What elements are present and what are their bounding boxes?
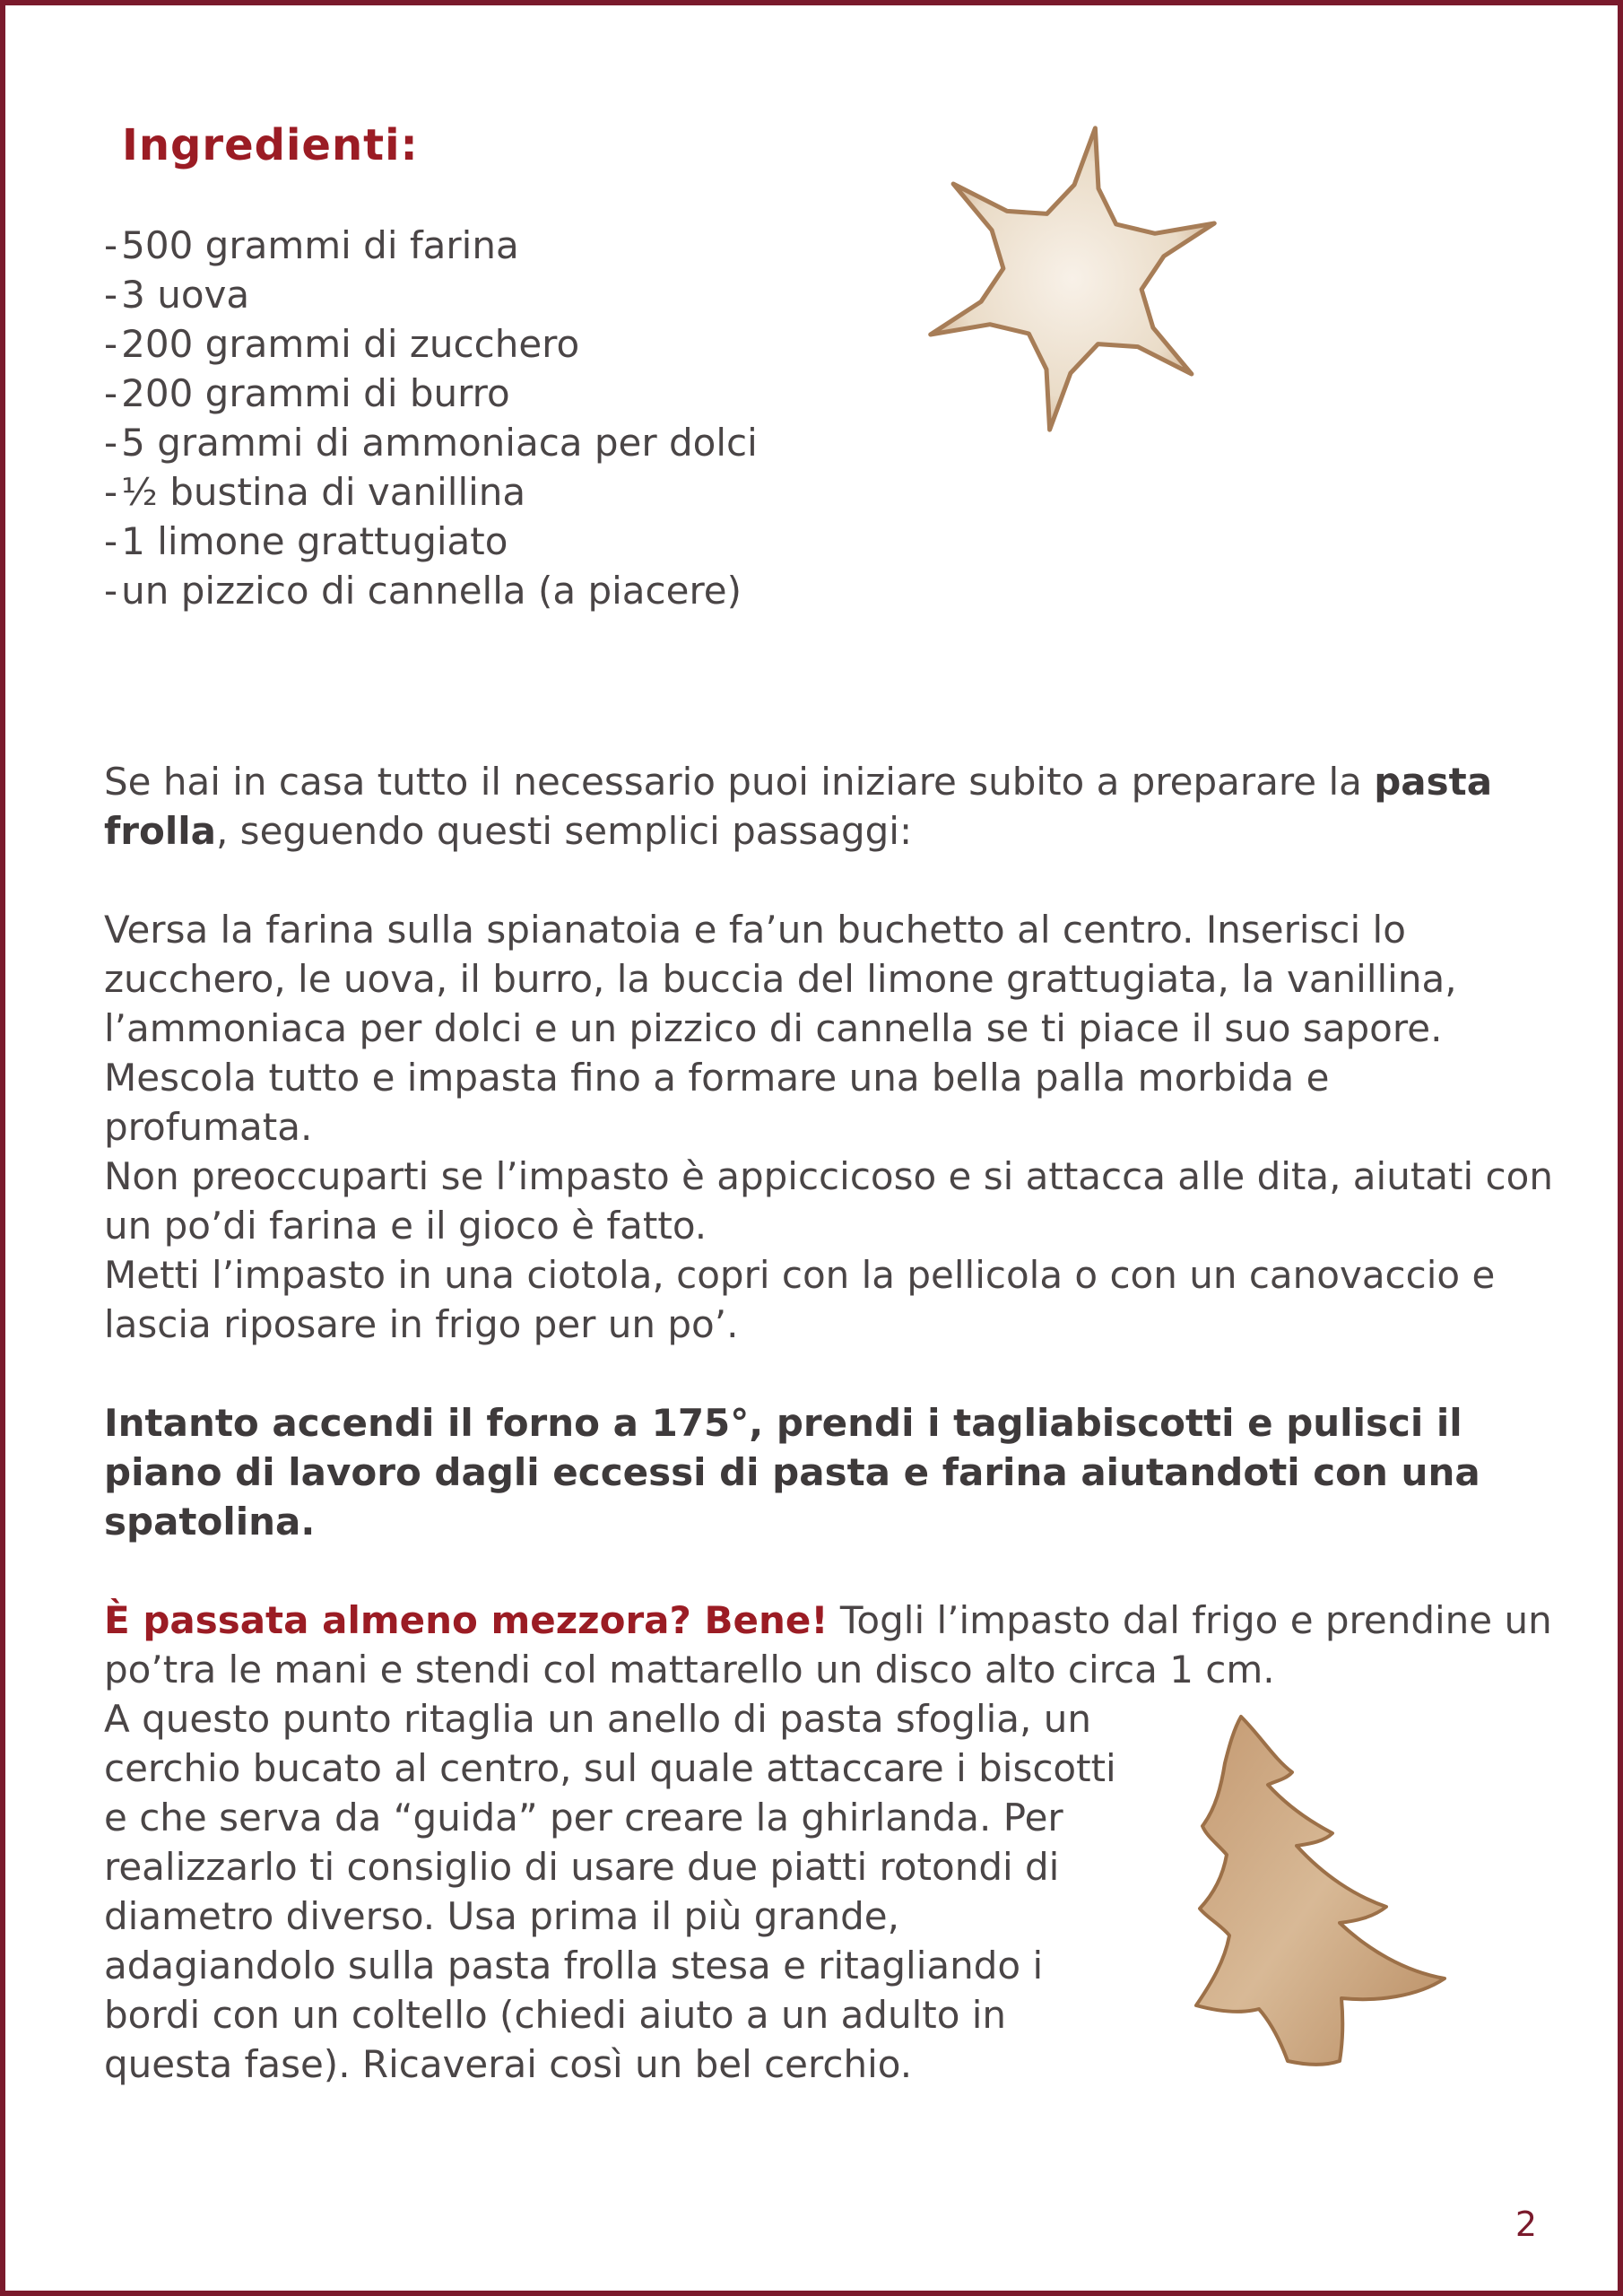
step-paragraph: Versa la farina sulla spianatoia e fa’un buchetto al centro. Inserisci lo zucchero, le uova, il burro, la buccia del limone grattugiata, la vanillina, l’ammoniaca per dolci e un pizzico di cannella se ti piace il suo sapore. [104,908,1457,1050]
ingredient-item: -1 limone grattugiato [104,519,508,563]
ring-paragraph-intro: È passata almeno mezzora? Bene! Togli l’impasto dal frigo e prendine un po’tra le mani e stendi col mattarello un disco alto circa 1 cm. [104,1598,1552,1692]
ingredient-item: -200 grammi di burro [104,371,510,415]
ring-paragraph: A questo punto ritaglia un anello di pasta sfoglia, un cerchio bucato al centro, sul quale attaccare i biscotti e che serva da “guida” per creare la ghirlanda. Per realizzarlo ti consiglio di usare due piatti rotondi di diametro diverso. Usa prima il più grande, adagiandolo sulla pasta frolla stesa e ritagliando i bordi con un coltello (chiedi aiuto a un adulto in questa fase). Ricaverai così un bel cerchio. [104,1697,1116,2086]
snowflake-cookie-icon [893,113,1252,445]
step-paragraph: Mescola tutto e impasta fino a formare una bella palla morbida e profumata. [104,1056,1330,1149]
ingredient-item: -un pizzico di cannella (a piacere) [104,569,742,613]
page-number: 2 [1515,2205,1537,2244]
ingredient-item: -500 grammi di farina [104,223,519,267]
christmas-tree-cookie-icon [1189,1709,1485,2068]
ring-highlight: È passata almeno mezzora? Bene! [104,1598,829,1642]
oven-note: Intanto accendi il forno a 175°, prendi i tagliabiscotti e pulisci il piano di lavoro dagli eccessi di pasta e farina aiutandoti con una spatolina. [104,1401,1480,1544]
ingredients-heading: Ingredienti: [122,120,419,170]
ingredient-item: -3 uova [104,273,250,317]
ingredient-item: -200 grammi di zucchero [104,322,580,366]
step-paragraph: Metti l’impasto in una ciotola, copri con la pellicola o con un canovaccio e lascia riposare in frigo per un po’. [104,1253,1496,1346]
intro-paragraph: Se hai in casa tutto il necessario puoi iniziare subito a preparare la pasta frolla, seguendo questi semplici passaggi: [104,760,1493,853]
ingredients-list [104,221,758,615]
ingredient-item: -½ bustina di vanillina [104,470,526,514]
ingredient-item: -5 grammi di ammoniaca per dolci [104,421,758,465]
pasta-frolla-bold: pasta frolla [104,760,1493,853]
step-paragraph: Non preoccuparti se l’impasto è appiccicoso e si attacca alle dita, aiutati con un po’di farina e il gioco è fatto. [104,1154,1553,1248]
